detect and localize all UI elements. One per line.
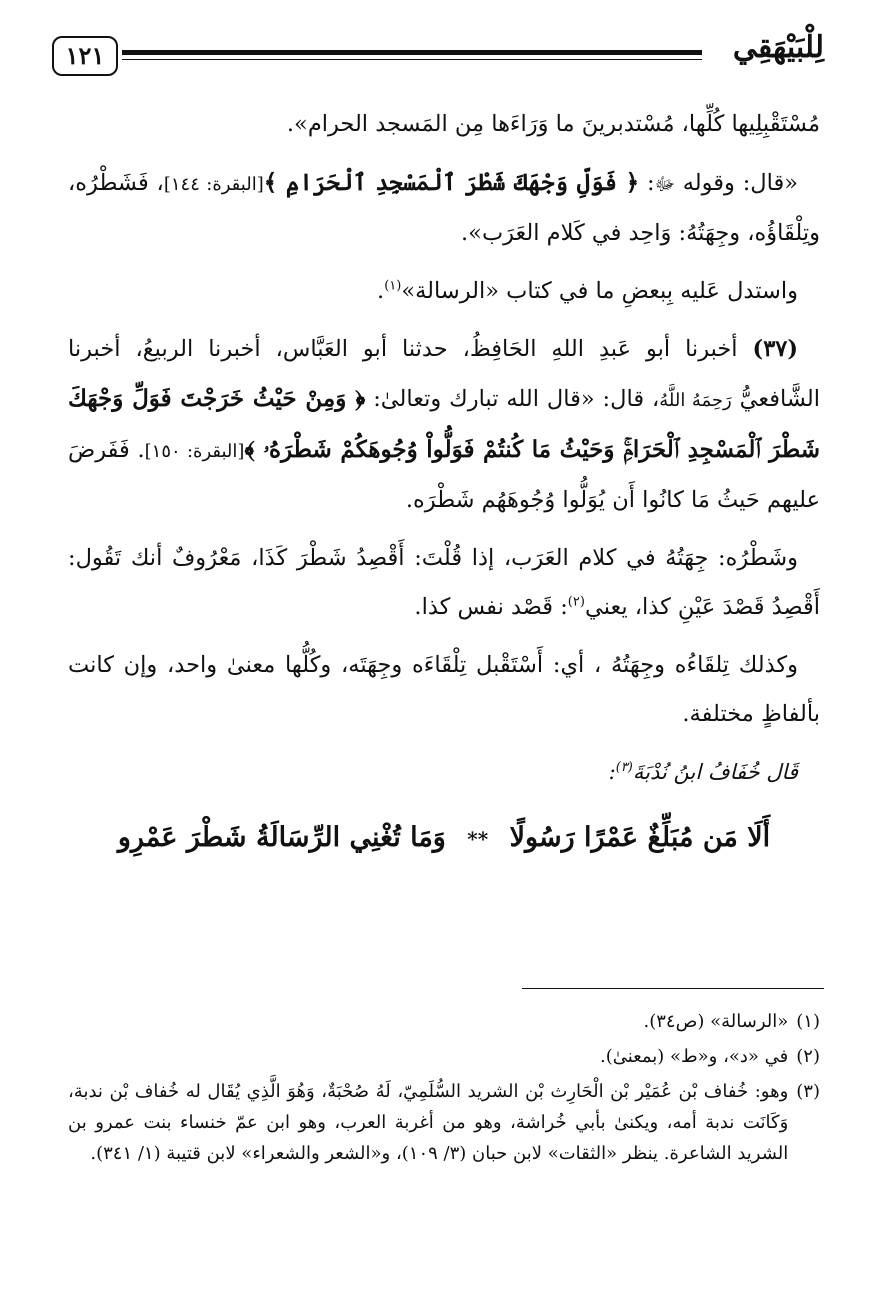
footnote-3 [68, 1076, 820, 1169]
paragraph-6: وكذلك تِلقَاءُه وجِهَتُهُ ، أي: أَسْتَقْبل تِلْقَاءَه وجِهَتَه، وكُلُّها معنىٰ واحد، وإن كانت بألفاظٍ مختلفة. [68, 652, 820, 727]
paragraph-3 [68, 267, 820, 316]
footnote-2 [68, 1041, 820, 1072]
header-rule-thick [122, 50, 702, 55]
p3-text: واستدل عَليه بِبعضِ ما في كتاب «الرسالة» [401, 278, 798, 304]
footnote-number: (٢) [796, 1046, 820, 1067]
footnote-text: وهو: خُفاف بْن عُمَيْر بْن الْحَارِث بْن الشريد السُّلَمِيّ، لَهُ صُحْبَةٌ، وَهُوَ الَّذِي يُقَال له خُفاف بْن ندبة، وَكَانَت ندبة أمه، ويكنىٰ بأبي خُراشة، وهو من أغربة العرب، وهو ابن عمّ خنساء بنت عمرو بن الشريد الشاعرة. ينظر «الثقات» لابن حبان (٣/ ١٠٩)، و«الشعر والشعراء» لابن قتيبة (١/ ٣٤١). [68, 1081, 789, 1164]
paragraph-4 [68, 325, 820, 525]
p4-end: . فَفَرضَ عليهم حَيثُ مَا كانُوا أَن يُوَلُّوا وُجُوهَهُم شَطْرَه. [68, 437, 820, 513]
poem-hemistich-2: وَمَا تُغْنِي الرِّسَالَةُ شَطْرَ عَمْرِو [117, 822, 446, 853]
p3-end: . [377, 278, 385, 304]
quran-citation-2: [البقرة: ١٥٠] [144, 441, 245, 462]
p4-start: أخبرنا أبو عَبدِ اللهِ الحَافِظُ، حدثنا أبو العَبَّاس، أخبرنا الربيعُ، أخبرنا الشَّافعيُّ [68, 336, 821, 412]
poet-attribution [68, 748, 820, 797]
poem-verse [68, 811, 820, 866]
footnote-1 [68, 1006, 820, 1037]
header-rule-thin [122, 59, 702, 60]
footnote-ref-1: (١) [384, 278, 402, 294]
poem-hemistich-1: أَلَا مَن مُبَلِّغٌ عَمْرًا رَسُولًا [509, 822, 771, 853]
p5-end: : قَصْد نفس كذا. [414, 594, 568, 620]
footnote-text: «الرسالة» (ص٣٤). [643, 1011, 789, 1032]
page-header [52, 30, 824, 92]
poet-text: قَال خُفَافُ ابنُ نُدْبَةَ [632, 760, 798, 784]
footnote-separator [522, 988, 824, 989]
running-title: لِلْبَيْهَقِي [732, 30, 824, 65]
footnote-number: (١) [796, 1011, 820, 1032]
main-text [68, 100, 820, 866]
p2-end: ، فَشَطْرُه، وتِلْقَاؤُه، وجِهَتُهُ: وَاحِد في كَلام العَرَب». [68, 170, 820, 246]
footnotes [68, 1006, 820, 1173]
p2-honorific: ﷻ [654, 174, 675, 195]
quran-citation-1: [البقرة: ١٤٤] [163, 174, 264, 195]
p2-start: «قال: وقوله [682, 170, 798, 196]
paragraph-5 [68, 534, 820, 632]
p4-mid: ، قال: «قال الله تبارك وتعالىٰ: [373, 386, 660, 412]
p4-honorific: رَحِمَهُ اللَّهُ [659, 390, 732, 411]
p2-colon: : [646, 170, 655, 196]
paragraph-1: مُسْتَقْبِلِيها كُلِّها، مُسْتدبرينَ ما وَرَاءَها مِن المَسجد الحرام». [286, 111, 820, 137]
footnote-number: (٣) [796, 1081, 820, 1102]
hadith-number: (٣٧) [752, 336, 799, 362]
poem-separator: ** [467, 827, 489, 851]
poet-end: : [608, 760, 616, 784]
quran-verse-2: ﴿ وَمِنْ حَيْثُ خَرَجْتَ فَوَلِّ وَجْهَكَ شَطْرَ ٱلْمَسْجِدِ ٱلْحَرَامِۚ وَحَيْثُ مَا كُنتُمْ فَوَلُّواْ وُجُوهَكُمْ شَطْرَهُۥ ﴾ [68, 385, 821, 463]
page-number: ١٢١ [52, 36, 118, 76]
paragraph-2 [68, 158, 820, 258]
p5-text: وشَطْرُه: جِهَتُهُ في كلام العَرَب، إذا قُلْتَ: أَقْصِدُ شَطْرَ كَذَا، مَعْرُوفٌ أنك تَقُول: أَقْصِدُ قَصْدَ عَيْنِ كذا، يعني [68, 545, 820, 620]
quran-verse-1: ﴿ فَوَلِّ وَجْهَكَ شَطْرَ ٱلْمَسْجِدِ ٱلْحَرَامِ ﴾ [263, 169, 640, 196]
footnote-ref-2: (٢) [567, 594, 585, 610]
footnote-text: في «د»، و«ط» (بمعنىٰ). [599, 1046, 789, 1067]
footnote-ref-3: (٣) [615, 760, 633, 775]
